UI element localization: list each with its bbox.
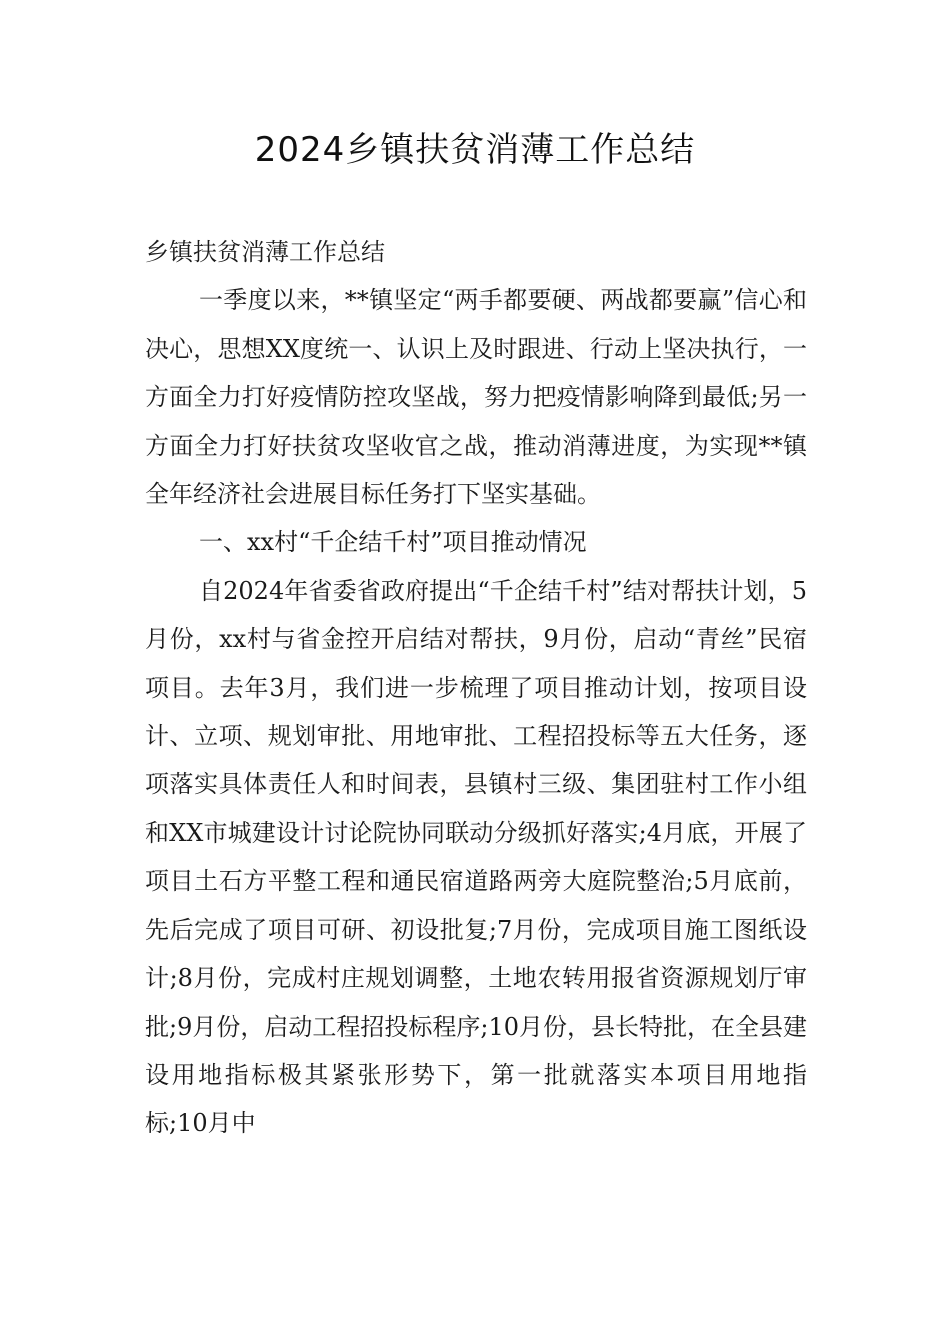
document-title: 2024乡镇扶贫消薄工作总结 — [254, 130, 696, 170]
section-heading: 一、xx村“千企结千村”项目推动情况 — [199, 528, 587, 557]
document-body — [145, 228, 807, 1148]
intro-paragraph: 一季度以来，**镇坚定“两手都要硬、两战都要赢”信心和决心，思想XX度统一、认识上及时跟进、行动上坚决执行，一方面全力打好疫情防控攻坚战，努力把疫情影响降到最低;另一方面全力打好扶贫攻坚收官之战，推动消薄进度，为实现**镇全年经济社会进展目标任务打下坚实基础。 — [145, 286, 807, 509]
section-paragraph: 自2024年省委省政府提出“千企结千村”结对帮扶计划，5月份，xx村与省金控开启结对帮扶，9月份，启动“青丝”民宿项目。去年3月，我们进一步梳理了项目推动计划，按项目设计、立项、规划审批、用地审批、工程招投标等五大任务，逐项落实具体责任人和时间表，县镇村三级、集团驻村工作小组和XX市城建设计讨论院协同联动分级抓好落实;4月底，开展了项目土石方平整工程和通民宿道路两旁大庭院整治;5月底前，先后完成了项目可研、初设批复;7月份，完成项目施工图纸设计;8月份，完成村庄规划调整，土地农转用报省资源规划厅审批;9月份，启动工程招投标程序;10月份，县长特批，在全县建设用地指标极其紧张形势下，第一批就落实本项目用地指标;10月中 — [145, 576, 807, 1138]
document-subtitle: 乡镇扶贫消薄工作总结 — [145, 238, 385, 266]
